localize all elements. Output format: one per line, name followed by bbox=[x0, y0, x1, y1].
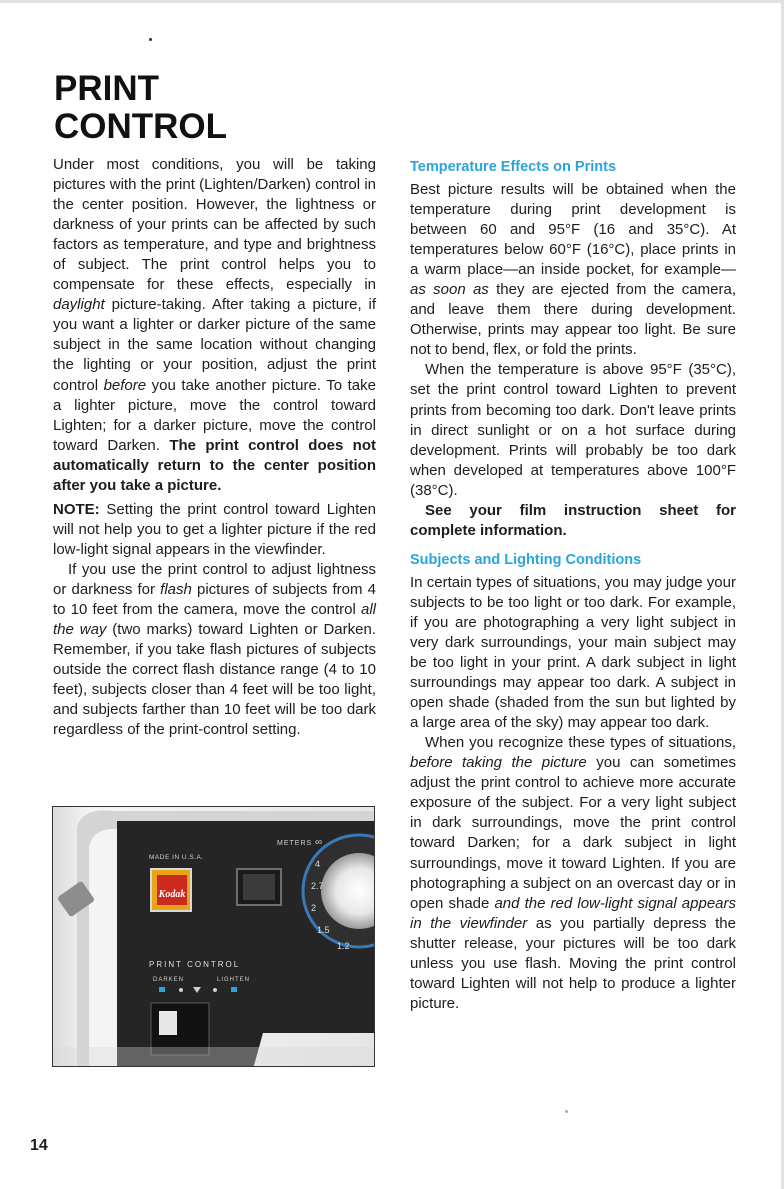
text-run: (two marks) toward Lighten or Darken. Remember, if you take flash pictures of subjects outside the correct flash distance range (4 to 10 feet), subjects closer than 4 feet will be too light, and subjects farther than 10 feet will be too dark regardless of the print-control setting. bbox=[53, 621, 376, 739]
print-control-slider bbox=[159, 1011, 177, 1035]
meters-label: METERS bbox=[277, 840, 313, 847]
slider-dot bbox=[213, 988, 217, 992]
page-title bbox=[54, 70, 384, 146]
lighten-mark bbox=[231, 987, 237, 992]
text-run: you take another picture. To take a lighter picture, move the control toward Lighten; for a darker picture, move the control toward Darken. bbox=[53, 376, 376, 454]
made-in-usa-label: MADE IN U.S.A. bbox=[149, 854, 204, 861]
page-number: 14 bbox=[30, 1137, 48, 1154]
instruction-note bbox=[410, 501, 736, 541]
darken-label: DARKEN bbox=[153, 977, 185, 983]
bold-text: See your film instruction sheet for complete information. bbox=[410, 501, 736, 539]
print-speck bbox=[149, 38, 152, 41]
camera-photo bbox=[52, 806, 375, 1067]
kodak-logo-text: Kodak bbox=[158, 889, 186, 900]
italic-text: before bbox=[103, 376, 147, 394]
body-paragraph bbox=[410, 180, 736, 360]
print-speck-lower bbox=[565, 1110, 568, 1113]
lighten-label: LIGHTEN bbox=[217, 977, 251, 983]
camera-illustration bbox=[53, 807, 375, 1067]
slider-dot bbox=[179, 988, 183, 992]
distance-mark: 4 bbox=[315, 859, 321, 869]
text-run: Under most conditions, you will be taking pictures with the print (Lighten/Darken) control in the center position. However, the lightness or darkness of your prints can be affected by such factors as temperature, and type and brightness of subject. The print control helps you to compensate for these effects, especially in bbox=[53, 156, 376, 294]
text-run: Best picture results will be obtained when the temperature during print development is between 60 and 95°F (16 and 35°C). At temperatures below 60°F (16°C), place prints in a warm place—an inside pocket, for example— bbox=[410, 181, 736, 279]
distance-mark: 2 bbox=[311, 903, 317, 913]
body-paragraph bbox=[410, 360, 736, 500]
text-run: pictures of subjects from 4 to 10 feet from the camera, move the control bbox=[53, 580, 376, 619]
print-control-label: PRINT CONTROL bbox=[149, 960, 241, 969]
right-column bbox=[410, 158, 736, 1014]
infinity-mark: ∞ bbox=[315, 837, 323, 848]
viewfinder-glass bbox=[243, 874, 275, 900]
text-run: If you use the print control to adjust lightness or darkness for bbox=[53, 560, 376, 598]
distance-mark: 2.7 bbox=[311, 881, 324, 891]
italic-text: all the way bbox=[53, 601, 376, 639]
page-title-line-1: PRINT bbox=[54, 69, 159, 108]
camera-base-shadow bbox=[53, 1047, 375, 1067]
body-paragraph bbox=[53, 560, 376, 740]
text-run: you can sometimes adjust the print control to achieve more accurate exposure of the subject. For a very light subject in dark surroundings, move the print control toward Darken; for a dark subject in light surroundings, move it toward Lighten. If you are photographing a subject on an overcast day or in open shade bbox=[410, 754, 737, 912]
darken-mark bbox=[159, 987, 165, 992]
section-heading-subjects: Subjects and Lighting Conditions bbox=[410, 551, 642, 568]
distance-mark: 1.2 bbox=[337, 941, 350, 951]
text-run: When you recognize these types of situations, bbox=[425, 734, 736, 752]
bold-text: NOTE: bbox=[53, 500, 100, 518]
text-run: When the temperature is above 95°F (35°C), set the print control toward Lighten to prevent prints from becoming too dark. Don't leave prints in direct sunlight or on a hot surface during development. Prints will probably be too dark when developed at temperatures above 100°F (38°C). bbox=[410, 361, 736, 499]
text-run: In certain types of situations, you may judge your subjects to be too light or too dark. For example, if you are photographing a very light subject in very dark surroundings, your main subject may be too light in your print. A dark subject in light surroundings may appear too dark. A subject in open shade (shaded from the sun but lighted by a large area of the sky) may appear too dark. bbox=[410, 573, 736, 732]
page-edge-top bbox=[0, 0, 784, 3]
italic-text: before taking the picture bbox=[410, 754, 587, 772]
section-heading-temperature: Temperature Effects on Prints bbox=[410, 159, 617, 175]
body-paragraph bbox=[410, 573, 736, 733]
distance-mark: 1.5 bbox=[317, 925, 330, 935]
text-run: Setting the print control toward Lighten will not help you to get a lighter picture if the red low-light signal appears in the viewfinder. bbox=[53, 500, 376, 558]
italic-text: flash bbox=[160, 580, 192, 598]
text-run: as you partially depress the shutter release, your pictures will be too dark unless you use flash. Moving the print control toward Lighten will not help to produce a lighter picture. bbox=[410, 914, 736, 1012]
body-paragraph bbox=[53, 155, 376, 496]
italic-text: daylight bbox=[53, 296, 105, 314]
bold-text: The print control does not automatically return to the center position after you take a picture. bbox=[53, 436, 376, 494]
text-run: they are ejected from the camera, and leave them there during development. Otherwise, prints may appear too light. Be sure not to bend, flex, or fold the prints. bbox=[410, 281, 736, 359]
left-column bbox=[53, 155, 376, 740]
body-paragraph bbox=[410, 733, 736, 1014]
italic-text: and the red low-light signal appears in the viewfinder bbox=[410, 894, 736, 932]
text-run: picture-taking. After taking a picture, if you want a lighter or darker picture of the same subject in the same location without changing the lighting or your position, adjust the print control bbox=[53, 296, 376, 394]
page-title-line-2: CONTROL bbox=[54, 107, 228, 146]
note-paragraph bbox=[53, 500, 376, 560]
italic-text: as soon as bbox=[410, 281, 489, 299]
